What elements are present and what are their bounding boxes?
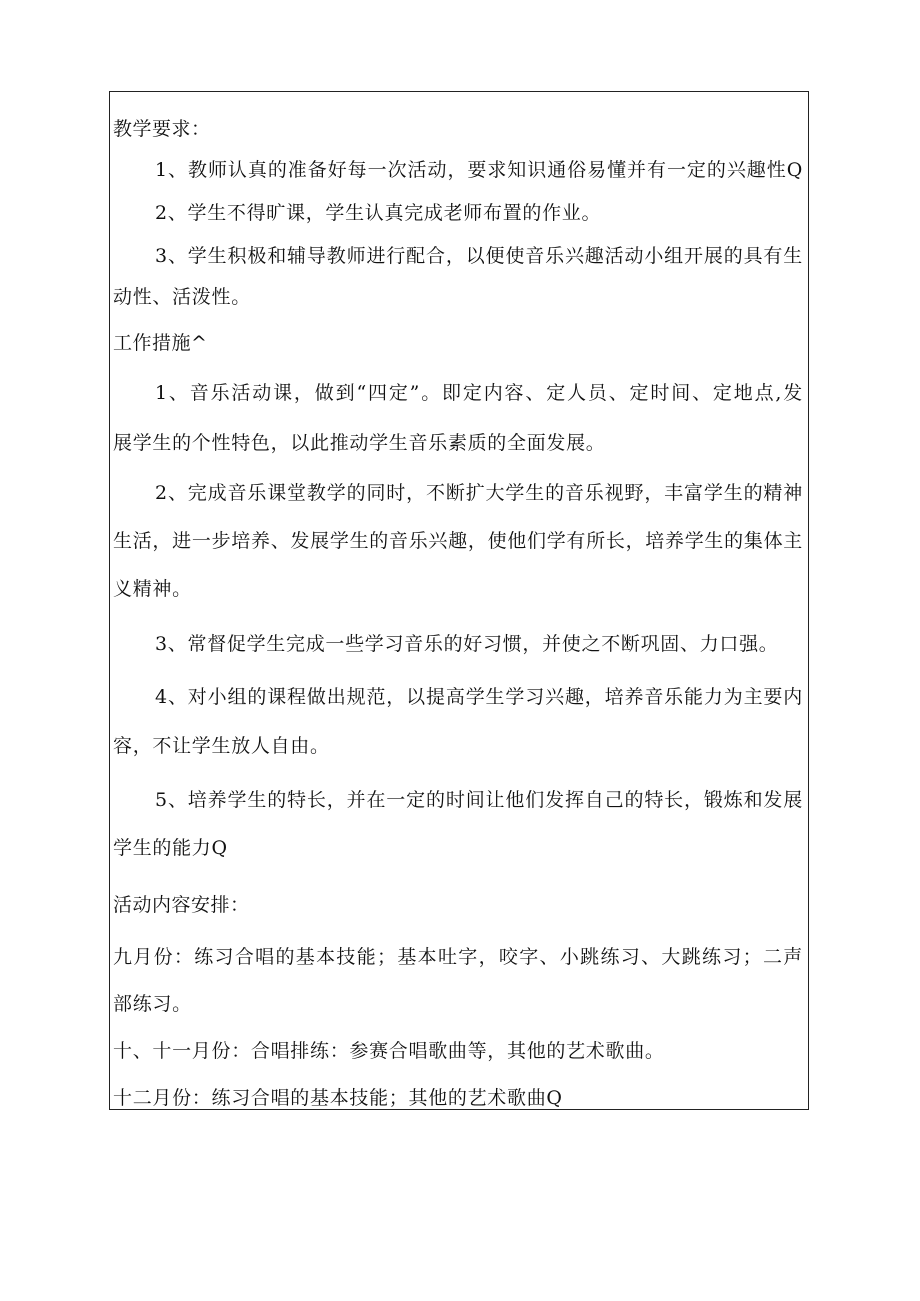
requirement-3: 3、学生积极和辅导教师进行配合，以便使音乐兴趣活动小组开展的具有生	[155, 245, 803, 267]
requirement-1: 1、教师认真的准备好每一次活动，要求知识通俗易懂并有一定的兴趣性Q	[155, 159, 803, 181]
document-table-cell	[109, 91, 809, 1110]
schedule-oct-nov: 十、十一月份：合唱排练：参赛合唱歌曲等，其他的艺术歌曲。	[113, 1040, 665, 1062]
measure-1-cont: 展学生的个性特色，以此推动学生音乐素质的全面发展。	[113, 432, 606, 454]
measure-2-cont: 生活，进一步培养、发展学生的音乐兴趣，使他们学有所长，培养学生的集体主	[113, 530, 803, 552]
activity-schedule-heading: 活动内容安排：	[113, 894, 250, 916]
measure-2: 2、完成音乐课堂教学的同时，不断扩大学生的音乐视野，丰富学生的精神	[155, 482, 803, 504]
measure-3: 3、常督促学生完成一些学习音乐的好习惯，并使之不断巩固、力口强。	[155, 633, 779, 655]
measure-4: 4、对小组的课程做出规范，以提高学生学习兴趣，培养音乐能力为主要内	[155, 686, 803, 708]
requirement-2: 2、学生不得旷课，学生认真完成老师布置的作业。	[155, 202, 602, 224]
teaching-requirements-heading: 教学要求：	[113, 118, 211, 140]
measure-1: 1、音乐活动课，做到“四定”。即定内容、定人员、定时间、定地点,发	[155, 382, 803, 404]
measure-4-cont: 容，不让学生放人自由。	[113, 735, 330, 757]
schedule-december: 十二月份：练习合唱的基本技能；其他的艺术歌曲Q	[113, 1087, 563, 1109]
measure-5: 5、培养学生的特长，并在一定的时间让他们发挥自己的特长，锻炼和发展	[155, 789, 803, 811]
work-measures-heading: 工作措施^	[113, 332, 208, 354]
measure-2-cont2: 义精神。	[113, 578, 192, 600]
requirement-3-cont: 动性、活泼性。	[113, 286, 251, 308]
schedule-september: 九月份：练习合唱的基本技能；基本吐字，咬字、小跳练习、大跳练习；二声	[113, 946, 803, 968]
schedule-september-cont: 部练习。	[113, 993, 192, 1015]
measure-5-cont: 学生的能力Q	[113, 837, 228, 859]
